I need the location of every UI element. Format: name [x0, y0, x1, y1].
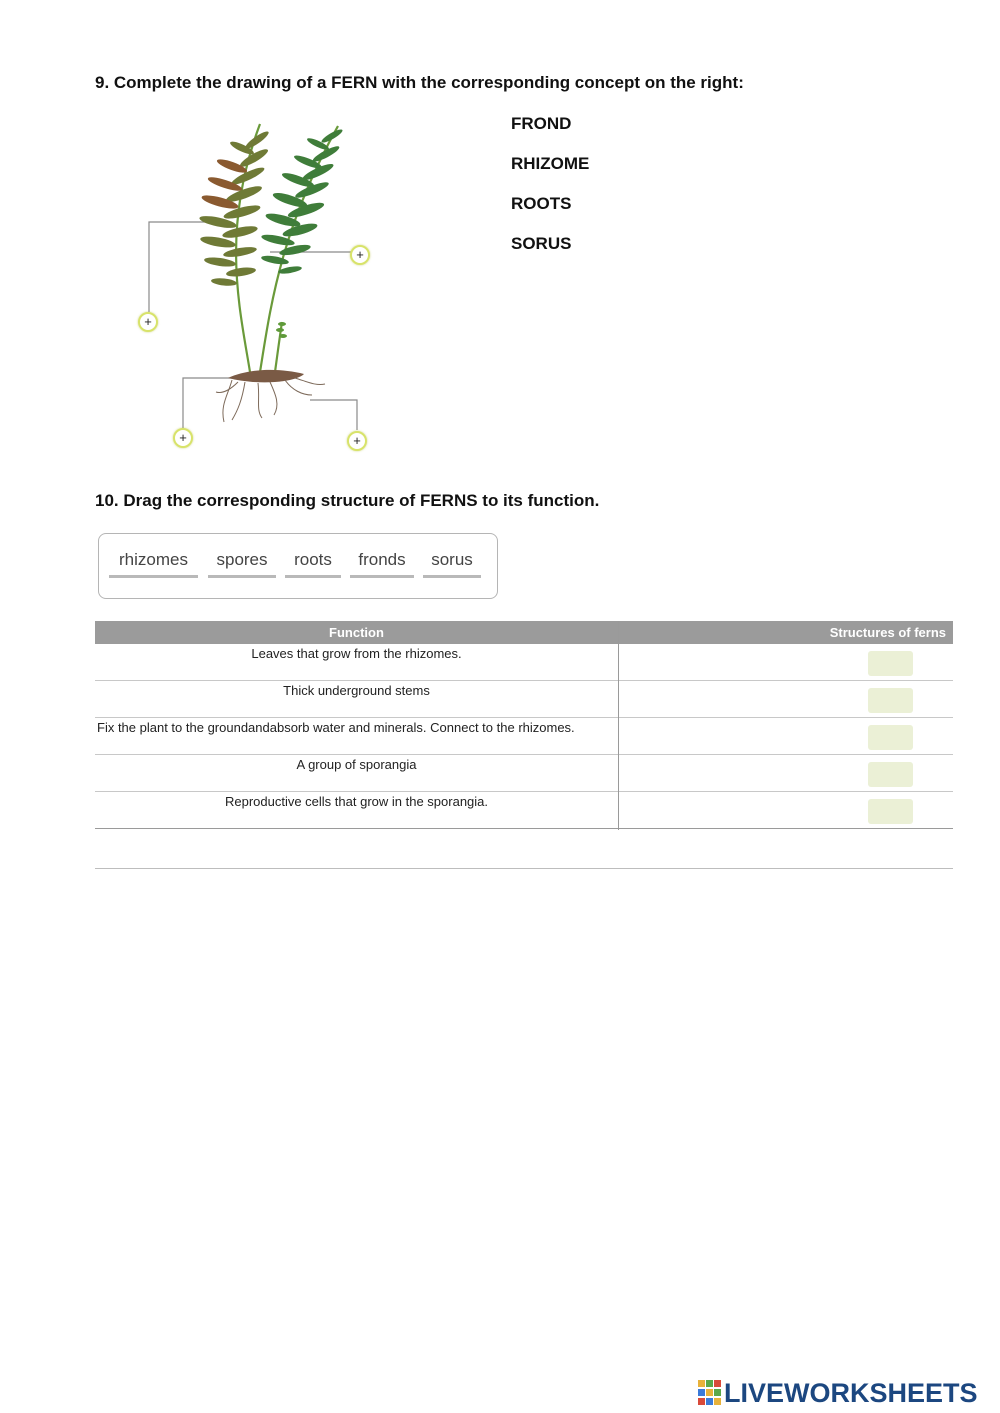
table-row [95, 681, 953, 718]
function-text: Reproductive cells that grow in the sporangia. [224, 794, 489, 809]
concept-sorus: SORUS [511, 234, 572, 253]
function-text: Fix the plant to the groundandabsorb water and minerals. Connect to the rhizomes. [97, 720, 575, 735]
function-text: Thick underground stems [283, 683, 430, 698]
drop-zone-1[interactable] [868, 651, 913, 676]
drop-zone-2[interactable] [868, 688, 913, 713]
header-structures: Structures of ferns [829, 625, 946, 640]
drag-chip-spores[interactable]: spores [208, 546, 276, 578]
question-10-title: 10. Drag the corresponding structure of FERNS to its function. [95, 491, 600, 510]
hotspot-rhizome[interactable]: + [173, 428, 193, 448]
drop-zone-4[interactable] [868, 762, 913, 787]
table-row [95, 755, 953, 792]
concept-roots: ROOTS [511, 194, 572, 213]
drag-chip-roots[interactable]: roots [285, 546, 341, 578]
column-divider [618, 621, 619, 830]
hotspot-right-frond[interactable]: + [350, 245, 370, 265]
drag-chip-sorus[interactable]: sorus [423, 546, 481, 578]
brand-name: LIVEWORKSHEETS [724, 1377, 978, 1408]
header-function: Function [329, 625, 384, 640]
table-row [95, 792, 953, 829]
divider-line [95, 868, 953, 869]
table-header-row [95, 621, 953, 644]
word-bank [98, 533, 498, 599]
drop-zone-3[interactable] [868, 725, 913, 750]
drag-chip-rhizomes[interactable]: rhizomes [109, 546, 198, 578]
concept-frond: FROND [511, 114, 572, 133]
liveworksheets-logo [698, 1376, 978, 1410]
hotspot-left-frond[interactable]: + [138, 312, 158, 332]
question-9-title: 9. Complete the drawing of a FERN with the corresponding concept on the right: [95, 73, 744, 92]
function-text: Leaves that grow from the rhizomes. [251, 646, 462, 661]
concept-rhizome: RHIZOME [511, 154, 590, 173]
table-row [95, 718, 953, 755]
hotspot-roots[interactable]: + [347, 431, 367, 451]
drop-zone-5[interactable] [868, 799, 913, 824]
liveworksheets-icon [698, 1380, 722, 1406]
drag-chip-fronds[interactable]: fronds [350, 546, 414, 578]
function-text: A group of sporangia [296, 757, 417, 772]
table-row [95, 644, 953, 681]
fern-illustration [120, 110, 380, 460]
